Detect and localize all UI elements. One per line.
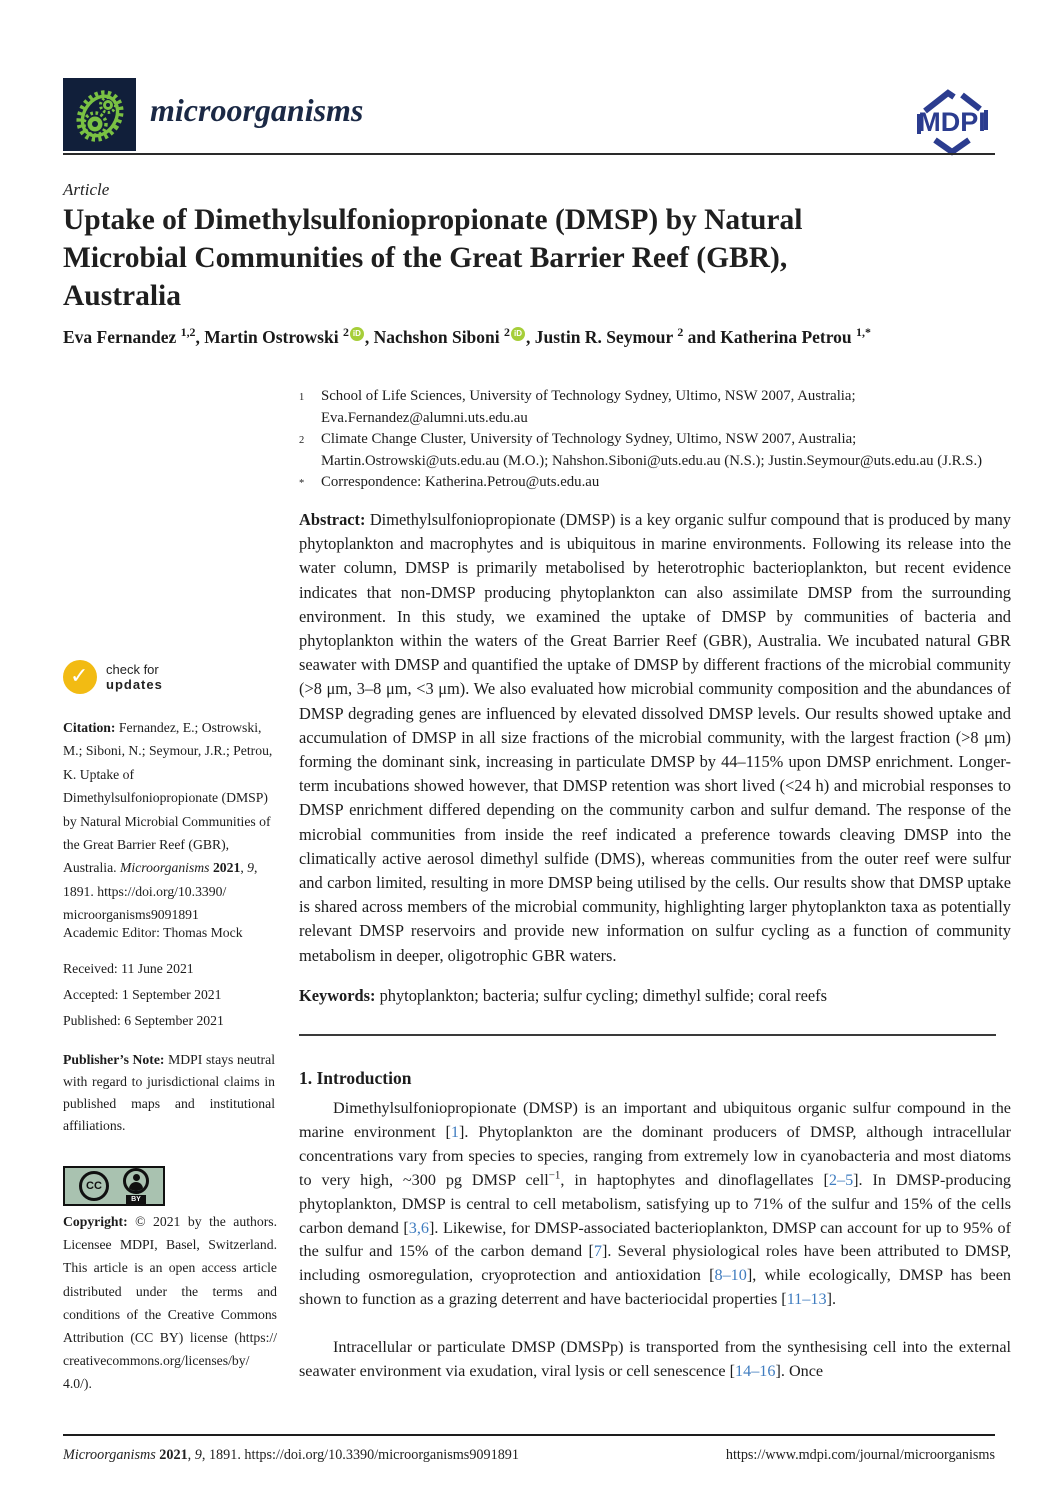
copyright-note bbox=[63, 1210, 277, 1396]
affiliation-text: Climate Change Cluster, University of Technology Sydney, Ultimo, NSW 2007, Australia; Martin.Ostrowski@uts.edu.au (M.O.); Nahshon.Siboni@uts.edu.au (N.S.); Justin.Seymour@uts.edu.au (J.R.S.) bbox=[321, 431, 983, 469]
text-segment: Microorganisms bbox=[63, 1447, 160, 1463]
badge-line1: check for bbox=[106, 662, 159, 677]
text-segment: ]. In DMSP-producing phytoplankton, DMSP is central to cell metabolism, satisfying up to 71% of the sulfur and 15% of the cells carbon demand [ bbox=[299, 1170, 1012, 1237]
text-segment: Copyright: bbox=[63, 1214, 136, 1229]
affiliation-item bbox=[299, 429, 1013, 472]
superscript: 2 bbox=[504, 325, 510, 340]
text-segment: ]. Several physiological roles have been attributed to DMSP, including osmoregulation, cryoprotection and antioxidation [ bbox=[299, 1242, 1011, 1285]
affiliation-item bbox=[299, 472, 1013, 495]
affiliation-text: School of Life Sciences, University of Technology Sydney, Ultimo, NSW 2007, Australia; Eva.Fernandez@alumni.uts.edu.au bbox=[321, 388, 856, 426]
article-title: Uptake of Dimethylsulfoniopropionate (DMSP) by Natural Microbial Communities of the Great Barrier Reef (GBR), Australia bbox=[63, 204, 803, 312]
intro-paragraph bbox=[299, 1336, 1011, 1384]
microbe-icon bbox=[63, 78, 136, 151]
reference-link[interactable]: 7 bbox=[593, 1242, 602, 1261]
check-for-updates-badge[interactable] bbox=[63, 660, 163, 694]
orcid-icon[interactable]: iD bbox=[511, 327, 525, 341]
reference-link[interactable]: 8–10 bbox=[714, 1266, 747, 1285]
text-segment: , 1891. https://doi.org/10.3390/ microorganisms9091891 bbox=[63, 860, 258, 923]
text-segment: ]. Likewise, for DMSP-associated bacterioplankton, DMSP can account for up to 95% of the sulfur and 15% of the carbon demand [ bbox=[299, 1218, 1011, 1261]
text-segment: , bbox=[240, 860, 248, 876]
affiliation-item bbox=[299, 386, 1013, 429]
reference-link[interactable]: 2–5 bbox=[828, 1170, 854, 1189]
affiliation-marker: 1 bbox=[299, 392, 305, 403]
academic-editor-line: Academic Editor: Thomas Mock bbox=[63, 925, 243, 940]
section-divider bbox=[299, 1034, 996, 1036]
article-type-label: Article bbox=[63, 180, 110, 199]
reference-link[interactable]: 14–16 bbox=[735, 1361, 776, 1380]
keywords-line bbox=[299, 986, 1011, 1006]
publishers-note bbox=[63, 1049, 275, 1137]
affiliation-text: Correspondence: Katherina.Petrou@uts.edu.au bbox=[321, 474, 600, 490]
reference-link[interactable]: 3,6 bbox=[408, 1218, 429, 1237]
text-segment: Abstract: bbox=[299, 510, 370, 529]
superscript: 1,2 bbox=[180, 325, 196, 340]
affiliation-marker: * bbox=[299, 478, 305, 489]
text-segment: phytoplankton; bacteria; sulfur cycling; dimethyl sulfide; coral reefs bbox=[379, 986, 827, 1005]
cc-icon: CC bbox=[79, 1171, 109, 1201]
text-segment: Microorganisms bbox=[120, 860, 213, 876]
mdpi-logo[interactable] bbox=[905, 84, 1000, 163]
intro-paragraph bbox=[299, 1097, 1011, 1312]
abstract bbox=[299, 508, 1011, 968]
text-segment: MDPI stays neutral with regard to jurisdictional claims in published maps and institutional affiliations. bbox=[63, 1052, 275, 1133]
text-segment: 9 bbox=[247, 860, 254, 876]
superscript: 2 bbox=[677, 325, 684, 340]
by-label: BY bbox=[126, 1195, 146, 1204]
published-line: Published: 6 September 2021 bbox=[63, 1013, 224, 1028]
text-segment: ]. bbox=[826, 1290, 836, 1309]
text-segment: 9 bbox=[194, 1447, 202, 1463]
text-segment: , 1891. https://doi.org/10.3390/microorganisms9091891 bbox=[201, 1447, 519, 1463]
journal-logo[interactable] bbox=[63, 78, 136, 151]
check-icon: ✓ bbox=[63, 660, 97, 694]
text-segment: ], while ecologically, DMSP has been shown to function as a grazing deterrent and have bacteriocidal properties [ bbox=[299, 1266, 1011, 1309]
received-line: Received: 11 June 2021 bbox=[63, 961, 194, 976]
affiliations-list bbox=[299, 386, 1013, 495]
text-segment: ]. Phytoplankton are the dominant producers of DMSP, although intracellular concentrations vary from species to species, ranging from extremely low in cyanobacteria and most diatoms to very high, ~300 pg DMSP cell bbox=[299, 1122, 1011, 1189]
reference-link[interactable]: 11–13 bbox=[786, 1290, 827, 1309]
check-updates-label bbox=[106, 662, 163, 692]
mdpi-logo-text: MDPI bbox=[918, 107, 986, 137]
journal-name: microorganisms bbox=[150, 92, 364, 128]
text-segment: , in haptophytes and dinoflagellates [ bbox=[560, 1170, 829, 1189]
text-segment: , Martin Ostrowski bbox=[195, 327, 343, 347]
person-icon bbox=[123, 1168, 149, 1194]
reference-link[interactable]: 1 bbox=[450, 1122, 460, 1141]
text-segment: and Katherina Petrou bbox=[683, 327, 857, 347]
header-divider bbox=[63, 153, 995, 155]
badge-line2: updates bbox=[106, 677, 163, 692]
superscript: 1,* bbox=[856, 325, 871, 340]
text-segment: Dimethylsulfoniopropionate (DMSP) is an important and ubiquitous organic sulfur compound in the marine environment [ bbox=[299, 1099, 1011, 1141]
footer-divider bbox=[63, 1434, 995, 1436]
affiliation-marker: 2 bbox=[299, 435, 305, 446]
text-segment: © 2021 by the authors. Licensee MDPI, Basel, Switzerland. This article is an open access article distributed under the terms and conditions of the Creative Commons Attribution (CC BY) license (https:// creativecommons.org/licenses/by/ 4.0/). bbox=[63, 1214, 278, 1392]
accepted-line: Accepted: 1 September 2021 bbox=[63, 987, 222, 1002]
text-segment: Publisher’s Note: bbox=[63, 1052, 169, 1067]
text-segment: Intracellular or particulate DMSP (DMSPp) is transported from the synthesising cell into the external seawater environment via exudation, viral lysis or cell senescence [ bbox=[299, 1338, 1011, 1380]
section-heading: 1. Introduction bbox=[299, 1068, 412, 1088]
text-segment: 2021 bbox=[212, 860, 241, 876]
text-segment: , Nachshon Siboni bbox=[364, 327, 505, 347]
text-segment: 2021 bbox=[159, 1447, 188, 1463]
citation-note bbox=[63, 716, 283, 927]
orcid-icon[interactable]: iD bbox=[350, 327, 364, 341]
text-segment: , bbox=[187, 1447, 195, 1463]
text-segment: ]. Once bbox=[775, 1361, 824, 1380]
text-segment: Eva Fernandez bbox=[63, 327, 181, 347]
cc-license-badge[interactable] bbox=[63, 1166, 165, 1206]
authors-line bbox=[63, 327, 983, 348]
text-segment: , Justin R. Seymour bbox=[525, 327, 678, 347]
text-segment: Fernandez, E.; Ostrowski, M.; Siboni, N.; Seymour, J.R.; Petrou, K. Uptake of Dimethylsulfoniopropionate (DMSP) by Natural Microbial Communities of the Great Barrier Reef (GBR), Australia. bbox=[63, 720, 273, 876]
footer-journal-url[interactable]: https://www.mdpi.com/journal/microorganisms bbox=[725, 1447, 995, 1463]
text-segment: Keywords: bbox=[299, 986, 380, 1005]
superscript: 2 bbox=[342, 325, 349, 340]
text-segment: Citation: bbox=[63, 720, 119, 735]
text-segment: Dimethylsulfoniopropionate (DMSP) is a key organic sulfur compound that is produced by many phytoplankton and macrophytes and is ubiquitous in marine environments. Following its release into the water column, DMSP is primarily metabolised by heterotrophic bacterioplankton, but recent evidence indicates that non-DMSP producing phytoplankton can also assimilate DMSP from the surrounding environment. In this study, we examined the uptake of DMSP by communities of bacteria and phytoplankton within the waters of the Great Barrier Reef (GBR), Australia. We incubated natural GBR seawater with DMSP and quantified the uptake of DMSP by different fractions of the microbial community (>8 μm, 3–8 μm, <3 μm). We also evaluated how microbial community composition and the abundances of DMSP degrading genes are influenced by elevated dissolved DMSP levels. Our results showed uptake and accumulation of DMSP in all size fractions of the microbial community, with the largest fraction (>8 μm) forming the dominant sink, increasing in particulate DMSP by 44–115% upon DMSP enrichment. Longer-term incubations showed however, that DMSP retention was short lived (<24 h) and microbial responses to DMSP enrichment differed depending on the community carbon and sulfur demand. The response of the microbial communities from inside the reef indicated a preference towards cleaving DMSP into the climatically active aerosol dimethyl sulfide (DMS), whereas communities from the outer reef were sulfur and carbon limited, resulting in more DMSP being utilised by the cells. Our results show that DMSP uptake is shared across members of the microbial community, highlighting larger phytoplankton taxa as potentially relevant DMSP reservoirs and provide new information on sulfur cycling as a function of community metabolism in deeper, oligotrophic GBR waters. bbox=[299, 510, 1011, 965]
superscript: −1 bbox=[548, 1169, 561, 1182]
